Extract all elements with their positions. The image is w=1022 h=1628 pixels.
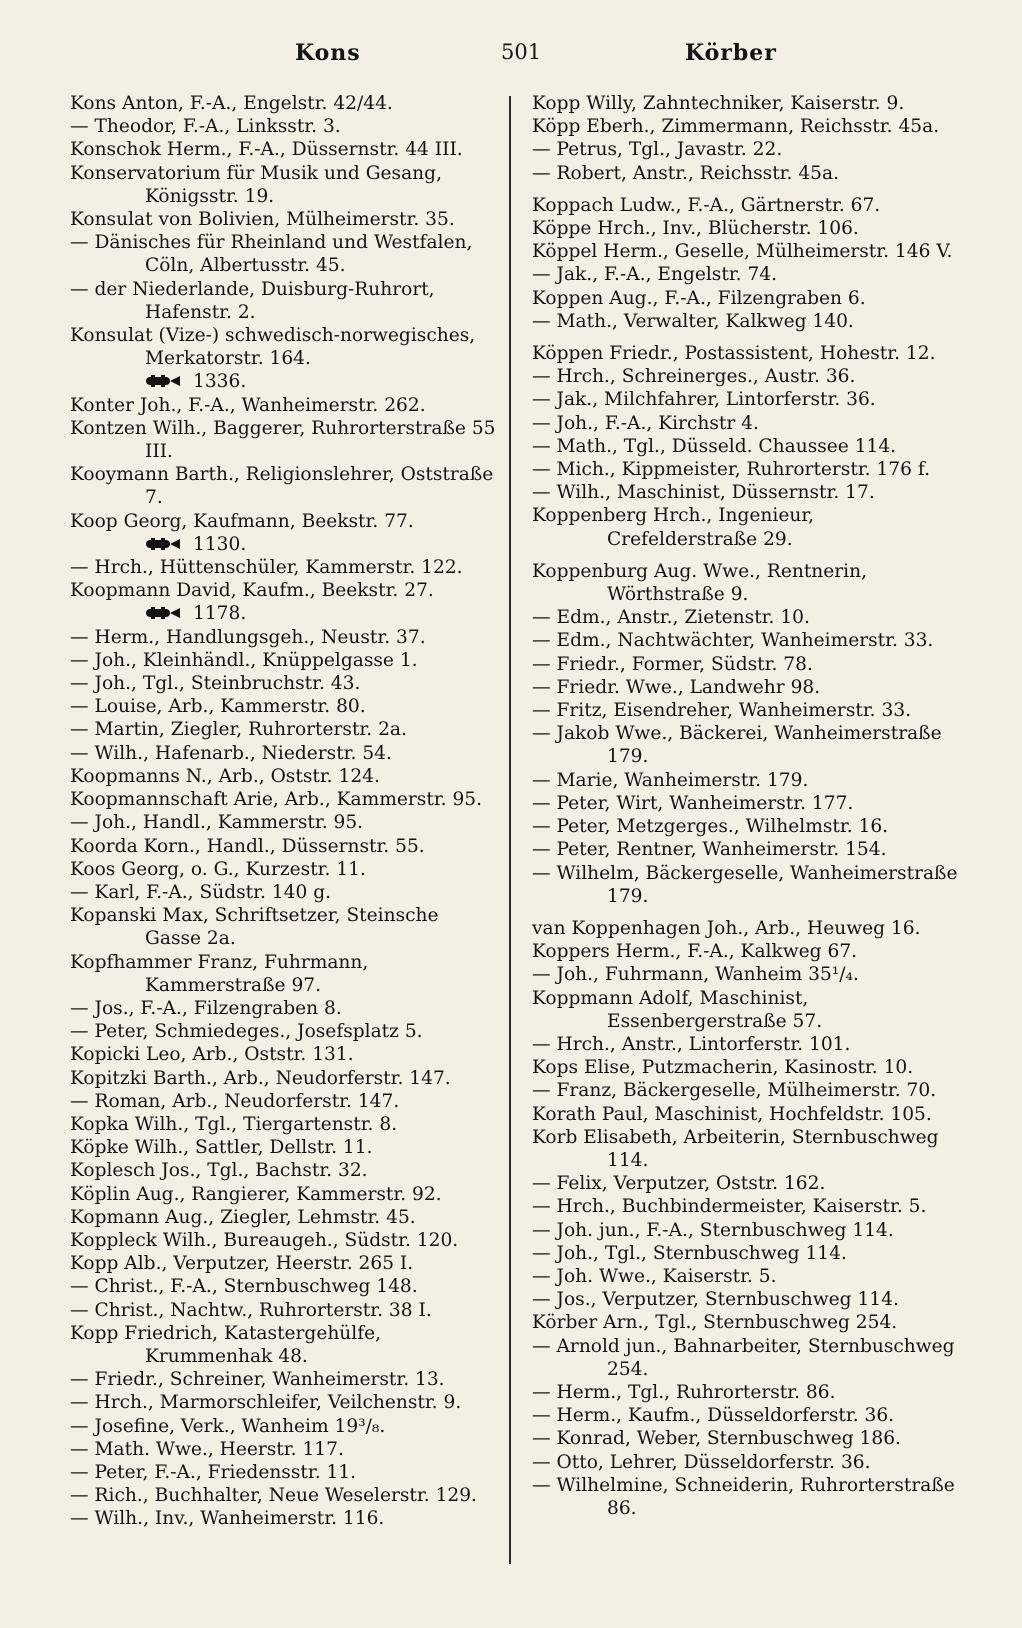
list-item: — Peter, Schmiedeges., Josefsplatz 5. [70, 1021, 423, 1043]
list-item: Koppen Aug., F.-A., Filzengraben 6. [532, 287, 866, 309]
left-column [70, 92, 500, 1531]
list-item: — Joh., Tgl., Steinbruchstr. 43. [70, 673, 361, 695]
column-divider [509, 96, 511, 1564]
list-item: Konsulat von Bolivien, Mülheimerstr. 35. [70, 209, 455, 231]
list-item: van Koppenhagen Joh., Arb., Heuweg 16. [532, 917, 921, 939]
list-item: Kopka Wilh., Tgl., Tiergartenstr. 8. [70, 1113, 398, 1135]
telephone-entry [70, 602, 500, 625]
list-item: — Hrch., Marmorschleifer, Veilchenstr. 9. [70, 1392, 462, 1414]
list-item: — Hrch., Hüttenschüler, Kammerstr. 122. [70, 557, 463, 579]
list-item: Kops Elise, Putzmacherin, Kasinostr. 10. [532, 1057, 914, 1079]
list-item: — Joh., Fuhrmann, Wanheim 35¹/₄. [532, 964, 859, 986]
list-item: Kopfhammer Franz, Fuhrmann, Kammerstraße 97. [70, 951, 369, 996]
list-item: — Joh., Handl., Kammerstr. 95. [70, 812, 364, 834]
list-item: Köppel Herm., Geselle, Mülheimerstr. 146 V. [532, 241, 953, 263]
list-item: Koopmann David, Kaufm., Beekstr. 27. [70, 580, 434, 602]
list-item: — Konrad, Weber, Sternbuschweg 186. [532, 1428, 901, 1450]
list-item: — Friedr. Wwe., Landwehr 98. [532, 676, 821, 698]
list-item: — Edm., Nachtwächter, Wanheimerstr. 33. [532, 630, 934, 652]
list-item: Köpp Eberh., Zimmermann, Reichsstr. 45a. [532, 116, 940, 138]
list-item: — Wilh., Maschinist, Düssernstr. 17. [532, 482, 875, 504]
list-item: — Otto, Lehrer, Düsseldorferstr. 36. [532, 1451, 871, 1473]
list-item: — Hrch., Anstr., Lintorferstr. 101. [532, 1033, 851, 1055]
list-item: — Herm., Handlungsgeh., Neustr. 37. [70, 626, 426, 648]
list-item: Koorda Korn., Handl., Düssernstr. 55. [70, 835, 425, 857]
list-item: Koop Georg, Kaufmann, Beekstr. 77. [70, 510, 414, 532]
list-item: Konsulat (Vize-) schwedisch-norwegisches, Merkatorstr. 164. [70, 325, 476, 370]
right-column [532, 92, 962, 1520]
header-right-keyword: Körber [685, 40, 777, 66]
telephone-entry [70, 370, 500, 393]
list-item: — Math., Verwalter, Kalkweg 140. [532, 310, 854, 332]
list-item: — Marie, Wanheimerstr. 179. [532, 769, 809, 791]
list-item: Koppmann Adolf, Maschinist, Essenbergerstraße 57. [532, 987, 823, 1032]
list-item: Kopitzki Barth., Arb., Neudorferstr. 147. [70, 1067, 451, 1089]
list-item: — Joh., Kleinhändl., Knüppelgasse 1. [70, 649, 418, 671]
list-item: — Jakob Wwe., Bäckerei, Wanheimerstraße 179. [532, 723, 942, 768]
list-item: — Joh., Tgl., Sternbuschweg 114. [532, 1242, 847, 1264]
telephone-icon [145, 606, 181, 620]
list-item: — Felix, Verputzer, Oststr. 162. [532, 1173, 826, 1195]
list-item: Kopicki Leo, Arb., Oststr. 131. [70, 1044, 354, 1066]
list-item: Koppers Herm., F.-A., Kalkweg 67. [532, 941, 858, 963]
list-item: Kons Anton, F.-A., Engelstr. 42/44. [70, 93, 393, 114]
list-item: — Math., Tgl., Düsseld. Chaussee 114. [532, 435, 897, 457]
list-item: — Herm., Kaufm., Düsseldorferstr. 36. [532, 1405, 895, 1427]
list-item: Köppen Friedr., Postassistent, Hohestr. 12. [532, 343, 936, 365]
list-item: — Christ., Nachtw., Ruhrorterstr. 38 I. [70, 1299, 432, 1321]
list-item: Konschok Herm., F.-A., Düssernstr. 44 III. [70, 139, 463, 161]
list-item: Korb Elisabeth, Arbeiterin, Sternbuschweg 114. [532, 1126, 939, 1171]
list-item: Koppenburg Aug. Wwe., Rentnerin, Wörthstraße 9. [532, 560, 867, 606]
list-item: — Christ., F.-A., Sternbuschweg 148. [70, 1276, 418, 1298]
list-item: — Roman, Arb., Neudorferstr. 147. [70, 1090, 400, 1112]
telephone-icon [145, 537, 181, 551]
list-item: Kontzen Wilh., Baggerer, Ruhrorterstraße 55 III. [70, 417, 496, 463]
list-item: Kopp Friedrich, Katastergehülfe, Krummenhak 48. [70, 1322, 382, 1367]
list-item: — Jak., F.-A., Engelstr. 74. [532, 264, 778, 286]
list-item: — Hrch., Schreinerges., Austr. 36. [532, 366, 856, 388]
list-item: — Wilh., Inv., Wanheimerstr. 116. [70, 1508, 385, 1530]
list-item: — Louise, Arb., Kammerstr. 80. [70, 696, 366, 718]
list-item: — Friedr., Schreiner, Wanheimerstr. 13. [70, 1369, 445, 1391]
list-item: Koppleck Wilh., Bureaugeh., Südstr. 120. [70, 1229, 459, 1251]
list-item: Kooymann Barth., Religionslehrer, Oststraße 7. [70, 464, 494, 509]
list-item: — Robert, Anstr., Reichsstr. 45a. [532, 162, 839, 184]
list-item: Koplesch Jos., Tgl., Bachstr. 32. [70, 1160, 368, 1182]
list-item: — Math. Wwe., Heerstr. 117. [70, 1438, 344, 1460]
list-item: — Karl, F.-A., Südstr. 140 g. [70, 881, 332, 903]
telephone-entry [70, 533, 500, 556]
list-item: — Petrus, Tgl., Javastr. 22. [532, 139, 783, 161]
list-item: — Wilh., Hafenarb., Niederstr. 54. [70, 742, 392, 764]
list-item: Köplin Aug., Rangierer, Kammerstr. 92. [70, 1183, 442, 1205]
list-item: — Arnold jun., Bahnarbeiter, Sternbuschweg 254. [532, 1335, 955, 1380]
list-item: — Josefine, Verk., Wanheim 19³/₈. [70, 1415, 386, 1437]
list-item: Koopmanns N., Arb., Oststr. 124. [70, 765, 380, 787]
list-item: — Fritz, Eisendreher, Wanheimerstr. 33. [532, 700, 912, 722]
list-item: — Edm., Anstr., Zietenstr. 10. [532, 607, 810, 629]
list-item: Körber Arn., Tgl., Sternbuschweg 254. [532, 1312, 898, 1334]
list-item: Köppe Hrch., Inv., Blücherstr. 106. [532, 218, 859, 240]
list-item: — Jak., Milchfahrer, Lintorferstr. 36. [532, 389, 876, 411]
list-item: — Franz, Bäckergeselle, Mülheimerstr. 70. [532, 1080, 937, 1102]
header-left-keyword: Kons [295, 40, 361, 66]
list-item: — Wilhelm, Bäckergeselle, Wanheimerstraße 179. [532, 862, 958, 907]
list-item: — Jos., F.-A., Filzengraben 8. [70, 997, 342, 1019]
list-item: — Joh. Wwe., Kaiserstr. 5. [532, 1265, 777, 1287]
list-item: — Herm., Tgl., Ruhrorterstr. 86. [532, 1381, 836, 1403]
list-item: — Peter, F.-A., Friedensstr. 11. [70, 1461, 357, 1483]
list-item: — Friedr., Former, Südstr. 78. [532, 653, 813, 675]
list-item: Kopanski Max, Schriftsetzer, Steinsche Gasse 2a. [70, 905, 439, 950]
list-item: — Dänisches für Rheinland und Westfalen, Cöln, Albertusstr. 45. [70, 232, 473, 277]
list-item: — Theodor, F.-A., Linksstr. 3. [70, 116, 341, 138]
list-item: — Martin, Ziegler, Ruhrorterstr. 2a. [70, 719, 407, 741]
list-item: — der Niederlande, Duisburg-Ruhrort, Hafenstr. 2. [70, 278, 435, 323]
list-item: — Peter, Metzgerges., Wilhelmstr. 16. [532, 816, 889, 838]
list-item: Korath Paul, Maschinist, Hochfeldstr. 105. [532, 1103, 932, 1125]
list-item: Kopmann Aug., Ziegler, Lehmstr. 45. [70, 1206, 416, 1228]
list-item: Koos Georg, o. G., Kurzestr. 11. [70, 858, 366, 880]
list-item: — Joh., F.-A., Kirchstr 4. [532, 412, 759, 434]
telephone-number: 1130. [193, 533, 247, 555]
list-item: — Wilhelmine, Schneiderin, Ruhrorterstraße 86. [532, 1474, 955, 1519]
list-item: Koopmannschaft Arie, Arb., Kammerstr. 95. [70, 789, 483, 811]
list-item: Koppenberg Hrch., Ingenieur, Crefelderstraße 29. [532, 505, 815, 550]
page-header [70, 40, 952, 80]
page-number: 501 [501, 40, 542, 64]
telephone-number: 1336. [193, 371, 247, 393]
list-item: Kopp Alb., Verputzer, Heerstr. 265 I. [70, 1253, 414, 1275]
list-item: Kopp Willy, Zahntechniker, Kaiserstr. 9. [532, 93, 905, 114]
telephone-number: 1178. [193, 603, 247, 625]
list-item: Konter Joh., F.-A., Wanheimerstr. 262. [70, 394, 426, 416]
list-item: — Hrch., Buchbindermeister, Kaiserstr. 5. [532, 1196, 927, 1218]
list-item: Konservatorium für Musik und Gesang, Königsstr. 19. [70, 162, 442, 207]
list-item: Koppach Ludw., F.-A., Gärtnerstr. 67. [532, 194, 881, 216]
list-item: — Peter, Wirt, Wanheimerstr. 177. [532, 792, 854, 814]
telephone-icon [145, 374, 181, 388]
list-item: Köpke Wilh., Sattler, Dellstr. 11. [70, 1137, 373, 1159]
list-item: — Jos., Verputzer, Sternbuschweg 114. [532, 1289, 899, 1311]
list-item: — Peter, Rentner, Wanheimerstr. 154. [532, 839, 887, 861]
list-item: — Rich., Buchhalter, Neue Weselerstr. 129. [70, 1485, 477, 1507]
list-item: — Mich., Kippmeister, Ruhrorterstr. 176 f. [532, 459, 931, 481]
list-item: — Joh. jun., F.-A., Sternbuschweg 114. [532, 1219, 894, 1241]
